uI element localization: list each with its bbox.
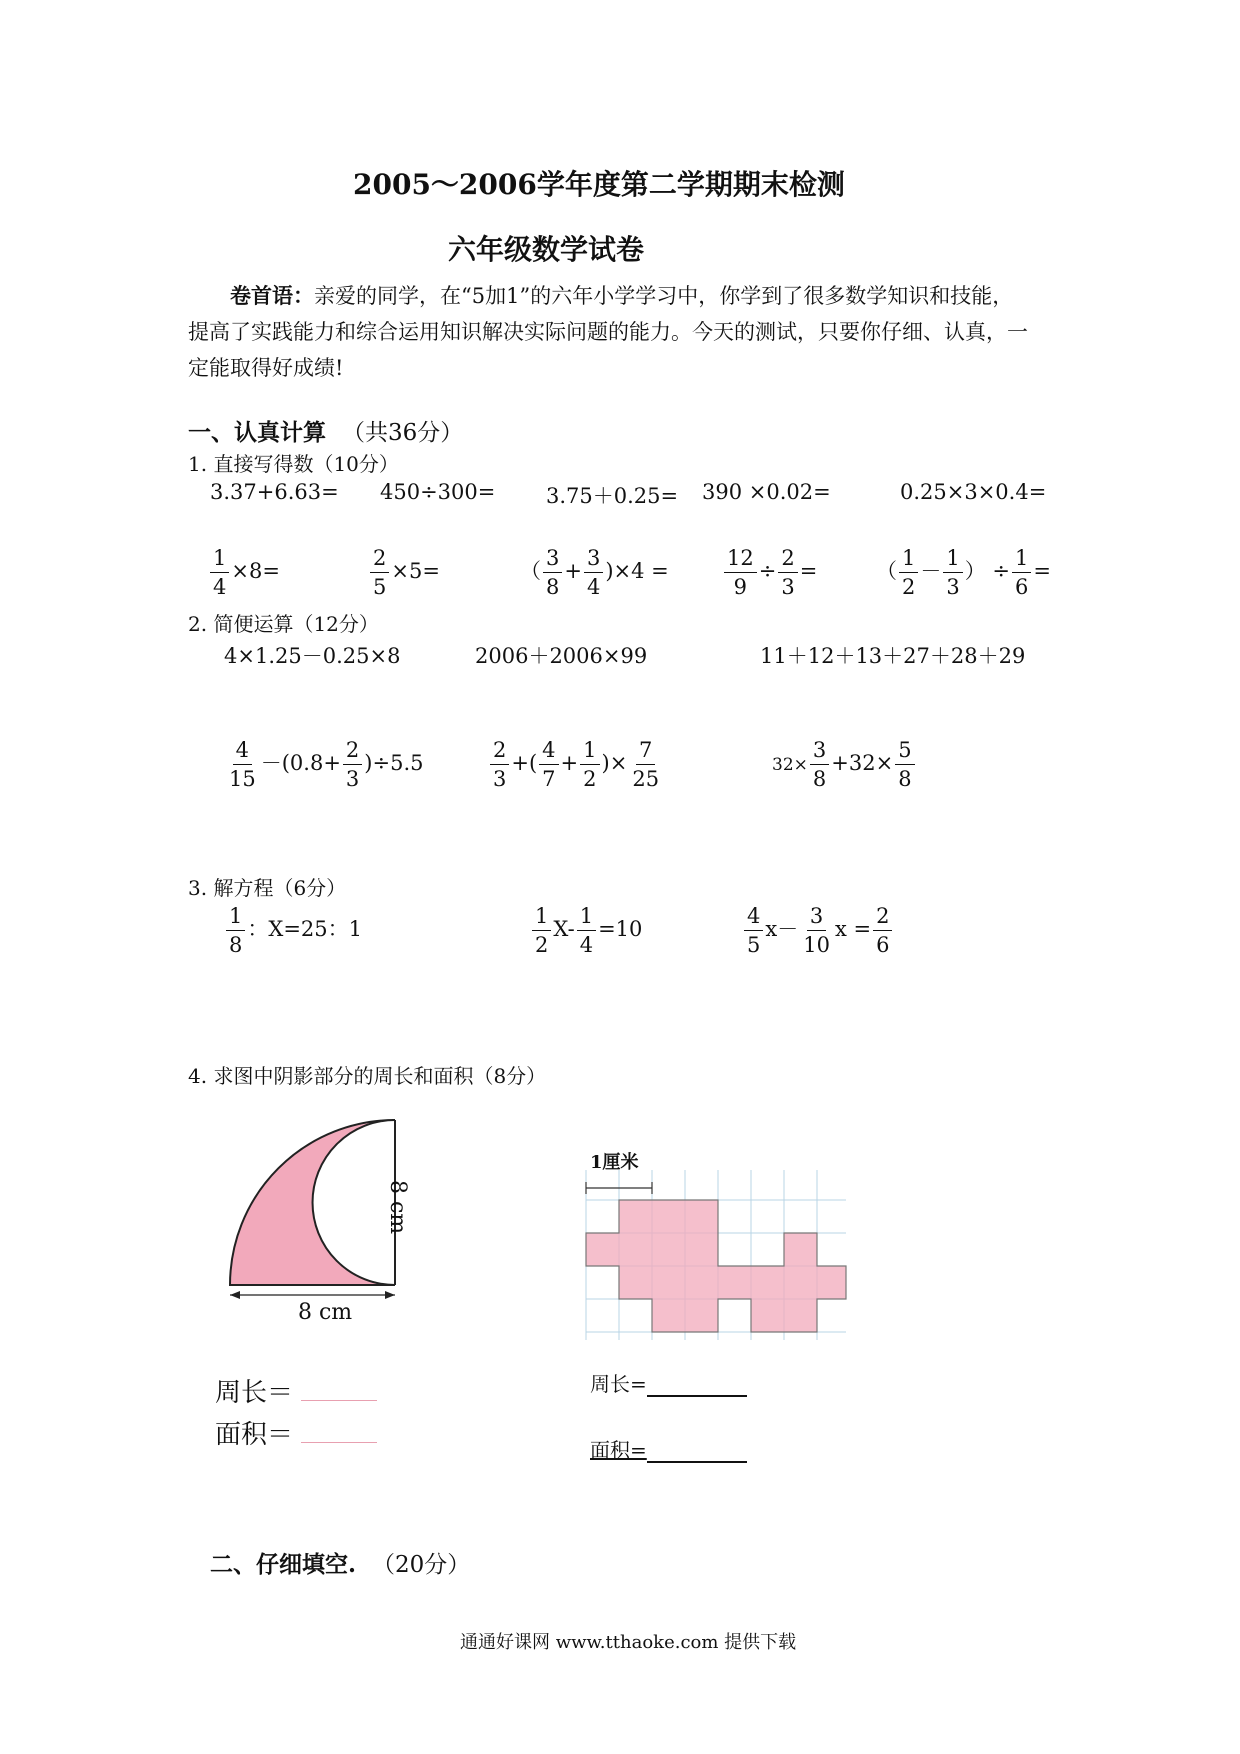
q4-label: 4. 求图中阴影部分的周长和面积（8分） [188,1064,547,1088]
q1-item: 3.75＋0.25= [546,484,679,508]
page-title: 2005～2006学年度第二学期期末检测 [353,168,845,201]
fraction: $\frac{1}{6}$ [1012,544,1031,601]
fraction: $\frac{2}{3}$ [778,544,797,601]
q2-item: $\frac{4}{15}$ －(0.8+ $\frac{2}{3}$ )÷5.5 [224,736,423,793]
fraction: $\frac{1}{4}$ [577,902,596,959]
q1-item: $\frac{12}{9}$ ÷ $\frac{2}{3}$ = [722,544,817,601]
q3-item: $\frac{1}{8}$ ：X=25：1 [224,902,362,959]
intro-line-3: 定能取得好成绩! [188,356,344,380]
q2-item: 2006＋2006×99 [475,644,648,668]
page-subtitle: 六年级数学试卷 [448,233,645,266]
q3-item: $\frac{4}{5}$ x－ $\frac{3}{10}$ x = $\frac{2}{6}$ [742,902,894,959]
fig1-perimeter: 周长＝ [215,1372,377,1409]
fig1-side-label: 8 cm [385,1180,410,1235]
fraction: $\frac{4}{15}$ [229,738,256,791]
figure-grid-shape [560,1150,860,1350]
fraction: $\frac{1}{2}$ [580,736,599,793]
shaded-region [230,1120,395,1285]
fig2-perimeter: 周长= [590,1368,747,1397]
fig1-bottom-label: 8 cm [298,1300,353,1325]
fraction: $\frac{4}{7}$ [539,736,558,793]
fraction: $\frac{7}{25}$ [632,738,660,791]
q2-item: 32× $\frac{3}{8}$ +32× $\frac{5}{8}$ [772,736,917,793]
fraction: $\frac{5}{8}$ [895,736,914,793]
fraction: $\frac{2}{3}$ [343,736,362,793]
fraction: $\frac{3}{8}$ [543,544,562,601]
fraction: $\frac{1}{3}$ [943,544,962,601]
q1-item: （ $\frac{1}{2}$ － $\frac{1}{3}$ ） ÷ $\frac{1}{6}$ = [876,546,1052,599]
fig2-scale-label: 1厘米 [590,1152,639,1173]
section-1-heading: 一、认真计算 （共36分） [188,419,464,446]
fraction: $\frac{4}{5}$ [744,902,763,959]
footer-text: 通通好课网 www.tthaoke.com 提供下载 [460,1632,797,1653]
q1-item: （ $\frac{3}{8}$ + $\frac{3}{4}$ )×4 = [520,546,669,599]
q1-item: $\frac{1}{4}$ ×8= [208,544,280,601]
fraction: $\frac{1}{8}$ [226,902,245,959]
q1-item: 0.25×3×0.4= [900,480,1047,504]
fig1-area: 面积＝ [215,1414,377,1451]
intro-line-1: 卷首语：亲爱的同学，在“5加1”的六年小学学习中，你学到了很多数学知识和技能， [230,283,1014,308]
q2-item: 4×1.25－0.25×8 [224,644,401,668]
intro-label: 卷首语： [230,283,314,308]
fraction: $\frac{3}{4}$ [584,544,603,601]
fig2-area: 面积= [590,1434,747,1463]
q1-item: 3.37+6.63= [210,480,339,504]
q3-label: 3. 解方程（6分） [188,876,347,900]
q2-item: 11＋12＋13＋27＋28＋29 [760,644,1026,668]
fraction: $\frac{2}{3}$ [490,736,509,793]
q1-item: $\frac{2}{5}$ ×5= [368,544,440,601]
q3-item: $\frac{1}{2}$ X- $\frac{1}{4}$ =10 [530,902,642,959]
fraction: $\frac{2}{5}$ [370,544,389,601]
fraction: $\frac{3}{8}$ [810,736,829,793]
intro-line-2: 提高了实践能力和综合运用知识解决实际问题的能力。今天的测试，只要你仔细、认真，一 [188,320,1028,344]
q2-label: 2. 简便运算（12分） [188,612,379,636]
fraction: $\frac{3}{10}$ [803,904,830,957]
section-2-heading: 二、仔细填空. （20分） [210,1551,471,1578]
fraction: $\frac{12}{9}$ [724,544,757,601]
q1-item: 450÷300= [380,480,496,504]
q1-item: 390 ×0.02= [702,480,831,504]
q2-item: $\frac{2}{3}$ +( $\frac{4}{7}$ + $\frac{1}{2}$ )× $\frac{7}{25}$ [488,736,664,793]
figure-quarter-circle [220,1110,450,1320]
fraction: $\frac{1}{2}$ [899,544,918,601]
fraction: $\frac{1}{4}$ [210,544,229,601]
fraction: $\frac{1}{2}$ [532,902,551,959]
fraction: $\frac{2}{6}$ [873,902,892,959]
q1-label: 1. 直接写得数（10分） [188,452,399,476]
shaded-polygon [586,1200,846,1332]
